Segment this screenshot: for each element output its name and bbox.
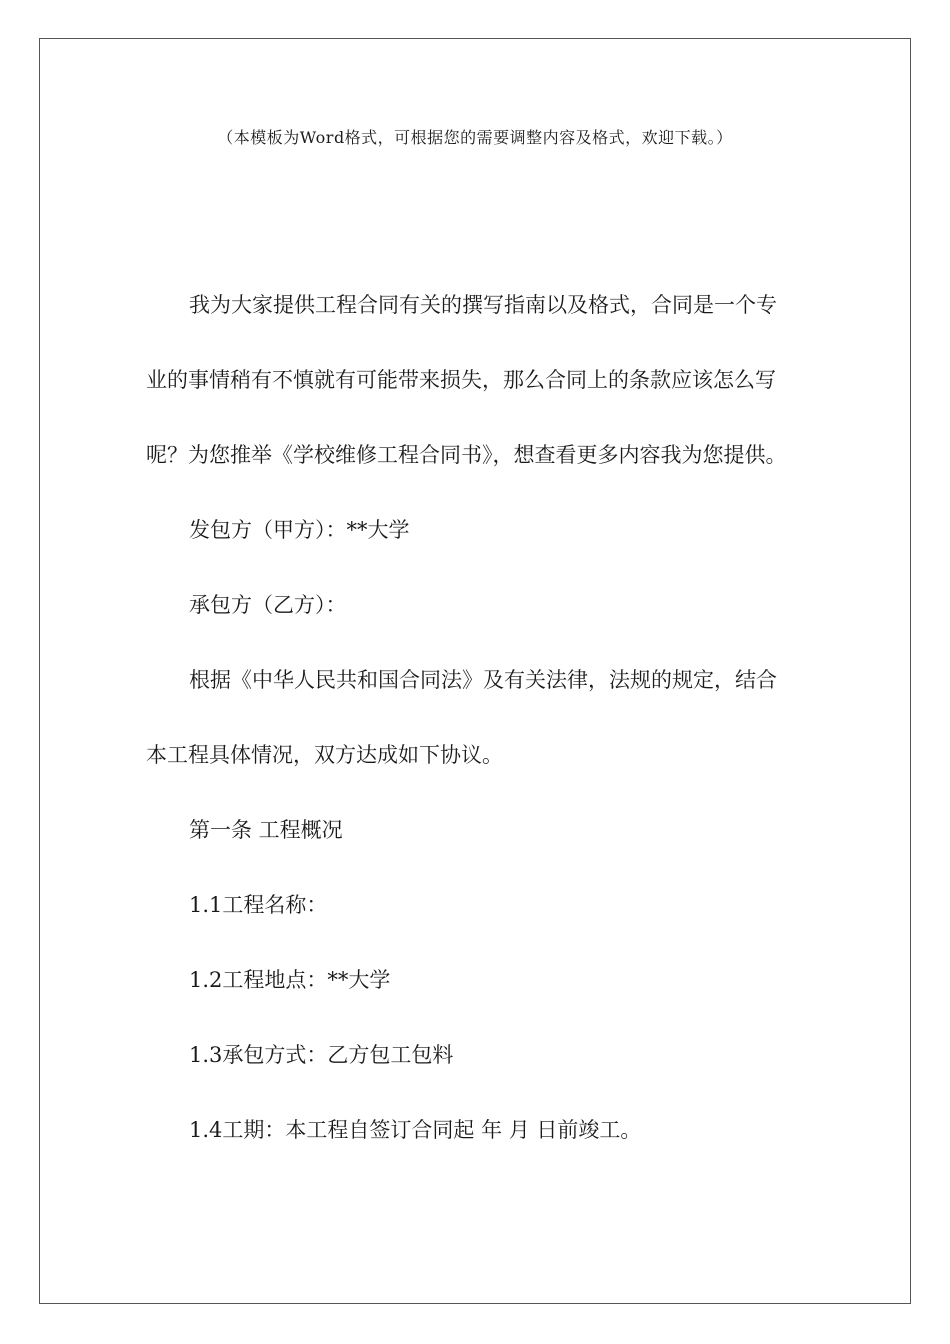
party-a-line: 发包方（甲方）：**大学	[189, 518, 410, 542]
article-1-heading: 第一条 工程概况	[189, 818, 343, 842]
party-b-line: 承包方（乙方）：	[189, 593, 347, 617]
template-note: （本模板为Word格式，可根据您的需要调整内容及格式，欢迎下载。）	[217, 128, 733, 147]
intro-paragraph: 我为大家提供工程合同有关的撰写指南以及格式，合同是一个专业的事情稍有不慎就有可能带来损失，那么合同上的条款应该怎么写呢？为您推举《学校维修工程合同书》，想查看更多内容我为您提供。	[146, 293, 787, 467]
clause-1-4: 1.4工期：本工程自签订合同起 年 月 日前竣工。	[189, 1118, 642, 1142]
clause-1-1: 1.1工程名称：	[189, 893, 328, 917]
clause-1-2: 1.2工程地点：**大学	[189, 968, 391, 992]
legal-basis-paragraph: 根据《中华人民共和国合同法》及有关法律，法规的规定，结合本工程具体情况，双方达成如下协议。	[146, 668, 777, 767]
document-body	[146, 268, 796, 1168]
clause-1-3: 1.3承包方式：乙方包工包料	[189, 1043, 454, 1067]
